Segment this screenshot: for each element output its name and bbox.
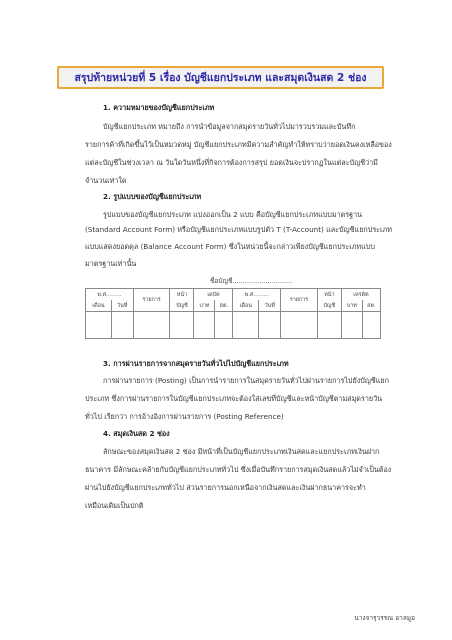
section2-line: รูปแบบของบัญชีแยกประเภท แบ่งออกเป็น 2 แบบ คือบัญชีแยกประเภทแบบมาตรฐาน <box>103 210 363 219</box>
section4-line: เหมือนเดิมเป็นปกติ <box>85 501 144 510</box>
year-left: พ.ศ......... <box>86 289 134 301</box>
baht-right: บาท <box>341 300 362 312</box>
debit-header: เดบิต <box>194 289 233 301</box>
section2-heading: 2. รูปแบบของบัญชีแยกประเภท <box>103 192 202 201</box>
section2-line: มาตรฐานเท่านั้น <box>85 259 137 268</box>
section2-line: (Standard Account Form) หรือบัญชีแยกประเภทแบบรูปตัว T (T-Account) และบัญชีแยกประเภท <box>85 225 392 234</box>
credit-header: เครดิต <box>341 289 380 301</box>
page-left-top: หน้า <box>170 289 194 301</box>
baht-left: บาท <box>194 300 215 312</box>
section1-line: บัญชีแยกประเภท หมายถึง การนำข้อมูลจากสมุดรายวันทั่วไปมารวบรวมและบันทึก <box>103 122 356 131</box>
author-name: นางจารุวรรณ อาลมูอ <box>354 614 415 622</box>
section4-line: ผ่านไปยังบัญชีแยกประเภททั่วไป ส่วนรายการนอกเหนือจากเงินสดและเงินฝากธนาคารจะทำ <box>85 483 366 492</box>
month-right: เดือน <box>233 300 259 312</box>
day-right: วันที่ <box>259 300 281 312</box>
satang-right: สต. <box>362 300 380 312</box>
section3-line: การผ่านรายการ (Posting) เป็นการนำรายการในสมุดรายวันทั่วไปผ่านรายการไปยังบัญชีแยก <box>103 376 389 385</box>
ledger-table <box>85 288 381 339</box>
ledger-caption: ชื่อบัญชี............................. <box>210 277 293 285</box>
day-left: วันที่ <box>111 300 133 312</box>
section4-line: ลักษณะของสมุดเงินสด 2 ช่อง มีหน้าที่เป็นบัญชีแยกประเภทเงินสดและแยกประเภทเงินฝาก <box>103 447 380 456</box>
page-right-bottom: บัญชี <box>317 300 341 312</box>
page-right-top: หน้า <box>317 289 341 301</box>
section1-line: รายการค้าที่เกิดขึ้นไว้เป็นหมวดหมู่ บัญชีแยกประเภทมีความสำคัญทำให้ทราบว่ายอดเงินคงเหลือของ <box>85 140 392 149</box>
section1-line: แต่ละบัญชีในช่วงเวลา ณ วันใดวันหนึ่งที่กิจการต้องการสรุป ยอดเงินจะปรากฏในแต่ละบัญชีว่ามี <box>85 158 378 167</box>
section2-line: แบบแสดงยอดดุล (Balance Account Form) ซึ่งในหน่วยนี้จะกล่าวเพียงบัญชีแยกประเภทแบบ <box>85 242 375 251</box>
section4-heading: 4. สมุดเงินสด 2 ช่อง <box>103 429 170 438</box>
item-left: รายการ <box>133 289 170 312</box>
year-right: พ.ศ......... <box>233 289 281 301</box>
section4-line: ธนาคาร มีลักษณะคล้ายกับบัญชีแยกประเภททั่วไป ซึ่งเมื่อบันทึกรายการสมุดเงินสดแล้วไม่จำเป็นต้อง <box>85 465 392 474</box>
section3-line: ประเภท ซึ่งการผ่านรายการในบัญชีแยกประเภทจะต้องใส่เลขที่บัญชีและหน้าบัญชีตามสมุดรายวัน <box>85 394 383 403</box>
section1-line: จำนวนเท่าใด <box>85 176 127 185</box>
section1-heading: 1. ความหมายของบัญชีแยกประเภท <box>103 103 215 112</box>
page-left-bottom: บัญชี <box>170 300 194 312</box>
page-title: สรุปท้ายหน่วยที่ 5 เรื่อง บัญชีแยกประเภท และสมุดเงินสด 2 ช่อง <box>74 72 367 84</box>
section3-line: ทั่วไป เรียกว่า การอ้างอิงการผ่านรายการ (Posting Reference) <box>85 412 284 421</box>
section3-heading: 3. การผ่านรายการจากสมุดรายวันทั่วไปไปบัญชีแยกประเภท <box>103 359 289 368</box>
satang-left: สต. <box>215 300 233 312</box>
month-left: เดือน <box>86 300 112 312</box>
item-right: รายการ <box>281 289 318 312</box>
title-box <box>57 66 384 89</box>
